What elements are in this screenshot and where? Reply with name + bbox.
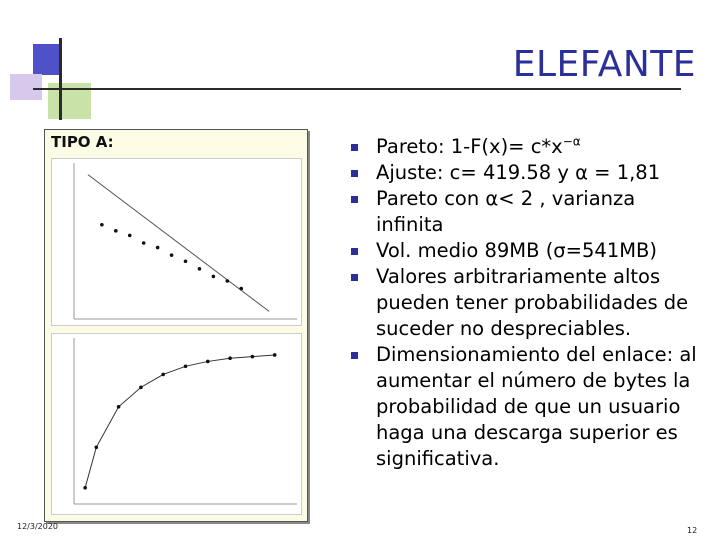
figure-label: TIPO A: — [51, 133, 114, 151]
decor-vertical-line — [59, 38, 62, 120]
data-point — [170, 253, 174, 257]
fit-line — [88, 175, 269, 312]
bullet-square-icon — [351, 352, 358, 359]
data-point — [95, 446, 99, 450]
data-point — [184, 365, 188, 369]
data-point — [184, 259, 188, 263]
bullet-text: Valores arbitrariamente altos pueden tener probabilidades de suceder no despreciables. — [376, 265, 689, 340]
data-point — [273, 353, 277, 357]
slide-title: ELEFANTE — [512, 44, 696, 85]
bullet-square-icon — [351, 248, 358, 255]
plot-ccdf-svg — [52, 159, 301, 325]
bullet-item-dimensionamiento — [348, 342, 708, 472]
data-point — [128, 234, 132, 238]
bullet-square-icon — [351, 144, 358, 151]
decor-square-blue — [33, 44, 62, 75]
data-point — [142, 241, 146, 245]
data-point — [139, 386, 143, 390]
plot-cdf-svg — [52, 334, 301, 514]
bullet-text: Dimensionamiento del enlace: al aumentar el número de bytes la probabilidad de que un usuario haga una descarga superior es significativa. — [376, 343, 697, 470]
bullet-item-pareto — [348, 134, 708, 160]
data-point — [206, 360, 210, 364]
bullet-text: Pareto con α< 2 , varianza infinita — [376, 187, 636, 236]
data-point — [226, 279, 230, 283]
data-point — [117, 405, 121, 409]
data-point — [114, 229, 118, 233]
decor-square-pink — [10, 74, 42, 100]
series-line — [85, 355, 275, 488]
bullet-text: Vol. medio 89MB (σ=541MB) — [376, 239, 658, 262]
data-point — [83, 486, 87, 490]
data-point — [251, 355, 255, 359]
data-point — [156, 246, 160, 250]
bullet-item-ajuste — [348, 160, 708, 186]
bullet-text: Ajuste: c= 419.58 y α = 1,81 — [376, 161, 661, 184]
bullet-item-volumen — [348, 238, 708, 264]
plot-cdf — [51, 333, 302, 515]
data-point — [198, 267, 202, 271]
figure-frame — [44, 129, 308, 522]
data-point — [228, 356, 232, 360]
footer-date: 12/3/2020 — [17, 522, 59, 531]
bullet-item-varianza — [348, 186, 708, 238]
bullet-list — [348, 134, 708, 472]
bullet-item-valores — [348, 264, 708, 342]
data-point — [100, 223, 104, 227]
bullet-square-icon — [351, 170, 358, 177]
footer-page-number: 12 — [687, 526, 698, 535]
decor-horizontal-line — [33, 88, 681, 90]
data-point — [239, 287, 243, 291]
plot-ccdf — [51, 158, 302, 326]
bullet-superscript: −α — [562, 134, 581, 149]
bullet-square-icon — [351, 196, 358, 203]
data-point — [212, 275, 216, 279]
data-point — [161, 373, 165, 377]
bullet-square-icon — [351, 274, 358, 281]
bullet-text: Pareto: 1-F(x)= c*x — [376, 135, 563, 158]
